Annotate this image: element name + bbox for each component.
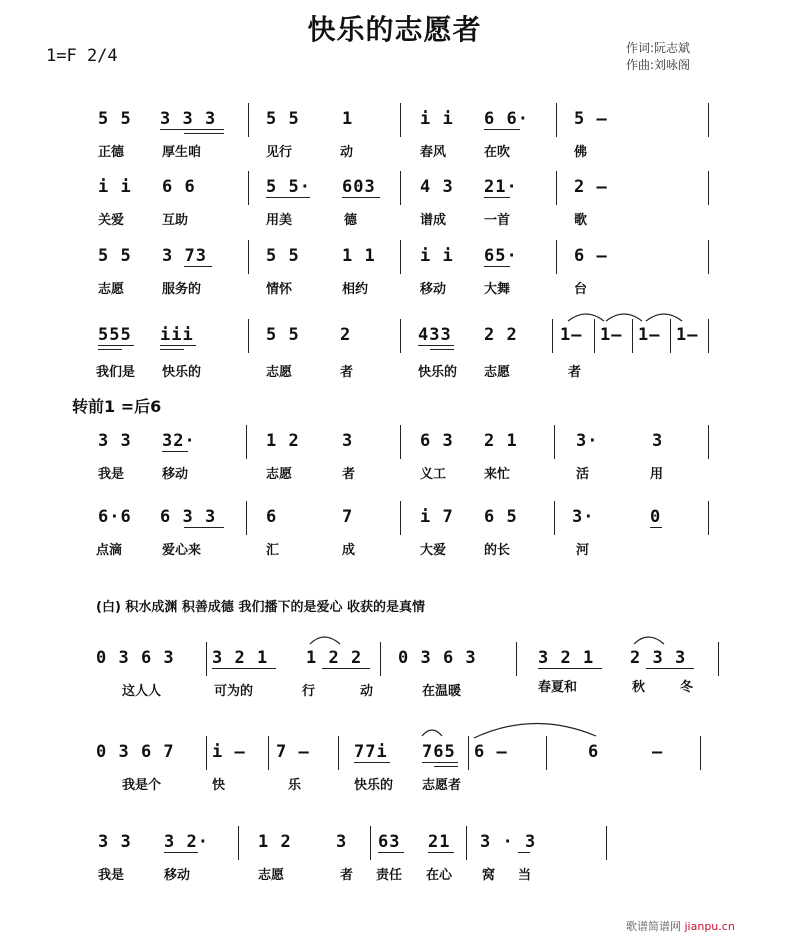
- lyric: 行: [302, 684, 316, 699]
- barline: [246, 425, 247, 459]
- lyric: 者: [340, 868, 354, 883]
- lyric: 我是: [98, 467, 125, 482]
- note-group: i i: [420, 109, 454, 129]
- note-group: 3 3 3: [160, 109, 217, 129]
- lyrics-line: [0, 539, 789, 561]
- lyric: 相约: [342, 282, 369, 297]
- lyrics-line: [0, 680, 789, 702]
- lyric: 爱心来: [162, 543, 202, 558]
- lyric: 志愿: [266, 467, 293, 482]
- barline: [238, 826, 239, 860]
- lyric: 我是个: [122, 778, 162, 793]
- modulation-note: 转前1 =后6: [72, 397, 162, 416]
- lyric: 台: [574, 282, 588, 297]
- site-watermark: [626, 918, 735, 934]
- note-group: 4 3: [420, 177, 454, 197]
- tie-icon: [420, 724, 444, 738]
- lyric: 在心: [426, 868, 453, 883]
- note-group: 6: [588, 742, 600, 762]
- barline: [380, 642, 381, 676]
- barline: [708, 425, 709, 459]
- note-group: 0 3 6 7: [96, 742, 175, 762]
- note-group: i 7: [420, 507, 454, 527]
- lyric: 志愿: [266, 365, 293, 380]
- lyric: 移动: [420, 282, 447, 297]
- note-group: 3·: [576, 431, 599, 451]
- lyric: 动: [340, 145, 354, 160]
- lyric: 当: [518, 868, 532, 883]
- note-group: 1–: [638, 325, 661, 345]
- lyric: 这人人: [122, 684, 162, 699]
- barline: [400, 240, 401, 274]
- note-group: 1–: [676, 325, 699, 345]
- note-group: 1 2 2: [306, 648, 363, 668]
- note-group: 7: [342, 507, 354, 527]
- note-group: 603: [342, 177, 376, 197]
- barline: [708, 501, 709, 535]
- lyric: 汇: [266, 543, 280, 558]
- credits: [626, 40, 690, 74]
- barline: [248, 240, 249, 274]
- barline: [370, 826, 371, 860]
- barline: [546, 736, 547, 770]
- note-group: 77i: [354, 742, 388, 762]
- lyric: 者: [340, 365, 354, 380]
- note-group: 765: [422, 742, 456, 762]
- note-group: i –: [212, 742, 246, 762]
- barline: [554, 425, 555, 459]
- lyric: 大爱: [420, 543, 447, 558]
- lyric: 在吹: [484, 145, 511, 160]
- note-group: 6 5: [484, 507, 518, 527]
- note-group: 6 –: [474, 742, 508, 762]
- barline: [248, 319, 249, 353]
- lyrics-line: [0, 141, 789, 163]
- lyric: 者: [342, 467, 356, 482]
- note-group: 5 5: [98, 109, 132, 129]
- lyric: 移动: [162, 467, 189, 482]
- lyric: 快乐的: [418, 365, 458, 380]
- note-group: 63: [378, 832, 401, 852]
- lyric: 志愿: [258, 868, 285, 883]
- barline: [708, 240, 709, 274]
- barline: [400, 103, 401, 137]
- staff-5: [0, 429, 789, 509]
- lyric: 动: [360, 684, 374, 699]
- barline: [206, 736, 207, 770]
- lyric: 佛: [574, 145, 588, 160]
- barline: [632, 319, 633, 353]
- lyric: 德: [344, 213, 358, 228]
- barline: [708, 103, 709, 137]
- barline: [466, 826, 467, 860]
- lyric: 我是: [98, 868, 125, 883]
- staff-4: [0, 323, 789, 403]
- tie-icon: [306, 632, 346, 646]
- lyric: 可为的: [214, 684, 254, 699]
- staff-9: [0, 830, 789, 910]
- barline: [248, 171, 249, 205]
- note-group: –: [652, 742, 664, 762]
- note-group: 65·: [484, 246, 518, 266]
- lyric: 见行: [266, 145, 293, 160]
- note-group: i i: [420, 246, 454, 266]
- note-group: 2 3 3: [630, 648, 687, 668]
- note-group: 2 1: [484, 431, 518, 451]
- barline: [700, 736, 701, 770]
- lyric: 服务的: [162, 282, 202, 297]
- note-group: 6 3: [420, 431, 454, 451]
- staff-2: [0, 175, 789, 255]
- note-group: 3: [342, 431, 354, 451]
- barline: [268, 736, 269, 770]
- song-title: 快乐的志愿者: [307, 13, 482, 46]
- note-group: 32·: [162, 431, 196, 451]
- note-group: 21·: [484, 177, 518, 197]
- note-group: iii: [160, 325, 194, 345]
- note-group: 5 5: [98, 246, 132, 266]
- lyric: 河: [576, 543, 590, 558]
- barline: [246, 501, 247, 535]
- lyric: 春夏和: [538, 680, 578, 695]
- notes-line: [0, 830, 789, 860]
- lyric: 用美: [266, 213, 293, 228]
- note-group: 433: [418, 325, 452, 345]
- note-group: 1: [342, 109, 354, 129]
- notes-line: [0, 175, 789, 205]
- barline: [556, 171, 557, 205]
- note-group: 3 2·: [164, 832, 209, 852]
- lyric: 义工: [420, 467, 447, 482]
- note-group: 1 2: [266, 431, 300, 451]
- barline: [708, 319, 709, 353]
- lyrics-line: [0, 774, 789, 796]
- watermark-site: 歌谱简谱网: [626, 920, 681, 933]
- notes-line: [0, 429, 789, 459]
- lyrics-line: [0, 278, 789, 300]
- barline: [606, 826, 607, 860]
- note-group: 7 –: [276, 742, 310, 762]
- lyric: 志愿: [484, 365, 511, 380]
- barline: [718, 642, 719, 676]
- lyric: 窝: [482, 868, 496, 883]
- notes-line: [0, 646, 789, 676]
- notes-line: [0, 505, 789, 535]
- barline: [400, 501, 401, 535]
- note-group: 6: [266, 507, 278, 527]
- barline: [400, 171, 401, 205]
- note-group: i i: [98, 177, 132, 197]
- note-group: 6 6: [162, 177, 196, 197]
- note-group: 3 2 1: [538, 648, 595, 668]
- lyrics-line: [0, 463, 789, 485]
- key-signature: 1=F 2/4: [46, 46, 118, 66]
- lyric: 春风: [420, 145, 447, 160]
- note-group: 6 3 3: [160, 507, 217, 527]
- note-group: 6 –: [574, 246, 608, 266]
- lyric: 正德: [98, 145, 125, 160]
- lyric: 的长: [484, 543, 511, 558]
- lyric: 情怀: [266, 282, 293, 297]
- note-group: 555: [98, 325, 132, 345]
- lyric: 厚生咱: [162, 145, 202, 160]
- lyric: 快: [212, 778, 226, 793]
- spoken-dialogue: (白) 积水成渊 积善成德 我们播下的是爱心 收获的是真情: [96, 600, 425, 615]
- note-group: 3·: [572, 507, 595, 527]
- note-group: 3 · 3: [480, 832, 537, 852]
- lyric: 我们是: [96, 365, 136, 380]
- lyric: 来忙: [484, 467, 511, 482]
- note-group: 6·6: [98, 507, 132, 527]
- barline: [400, 425, 401, 459]
- lyric: 责任: [376, 868, 403, 883]
- note-group: 5 5·: [266, 177, 311, 197]
- barline: [400, 319, 401, 353]
- barline: [554, 501, 555, 535]
- tie-icon: [470, 716, 600, 740]
- lyric: 者: [568, 365, 582, 380]
- watermark-domain: jianpu.cn: [684, 920, 735, 933]
- lyric: 活: [576, 467, 590, 482]
- note-group: 2 –: [574, 177, 608, 197]
- lyric: 冬: [680, 680, 694, 695]
- barline: [556, 103, 557, 137]
- lyric: 互助: [162, 213, 189, 228]
- composer-credit: 作曲:刘咏阁: [626, 58, 691, 72]
- staff-7: [0, 646, 789, 726]
- note-group: 5 –: [574, 109, 608, 129]
- note-group: 6 6·: [484, 109, 529, 129]
- lyric: 秋: [632, 680, 646, 695]
- note-group: 0 3 6 3: [398, 648, 477, 668]
- lyric: 点滴: [96, 543, 123, 558]
- barline: [594, 319, 595, 353]
- lyric: 志愿: [98, 282, 125, 297]
- lyric: 大舞: [484, 282, 511, 297]
- staff-8: [0, 740, 789, 820]
- lyrics-line: [0, 361, 789, 383]
- barline: [206, 642, 207, 676]
- tie-icon: [630, 632, 670, 646]
- note-group: 1–: [560, 325, 583, 345]
- lyric: 成: [342, 543, 356, 558]
- notes-line: [0, 323, 789, 353]
- lyricist-credit: 作词:阮志斌: [626, 41, 691, 55]
- note-group: 0 3 6 3: [96, 648, 175, 668]
- lyric: 用: [650, 467, 664, 482]
- lyric: 一首: [484, 213, 511, 228]
- lyric: 快乐的: [162, 365, 202, 380]
- barline: [552, 319, 553, 353]
- staff-6: [0, 505, 789, 585]
- barline: [708, 171, 709, 205]
- note-group: 3 2 1: [212, 648, 269, 668]
- barline: [468, 736, 469, 770]
- note-group: 3: [652, 431, 664, 451]
- notes-line: [0, 244, 789, 274]
- lyric: 关爱: [98, 213, 125, 228]
- lyric: 乐: [288, 778, 302, 793]
- note-group: 21: [428, 832, 451, 852]
- note-group: 5 5: [266, 109, 300, 129]
- note-group: 3: [336, 832, 348, 852]
- note-group: 3 73: [162, 246, 207, 266]
- lyrics-line: [0, 864, 789, 886]
- notes-line: [0, 740, 789, 770]
- note-group: 0: [650, 507, 662, 527]
- barline: [248, 103, 249, 137]
- note-group: 3 3: [98, 832, 132, 852]
- note-group: 5 5: [266, 325, 300, 345]
- notes-line: [0, 107, 789, 137]
- lyrics-line: [0, 209, 789, 231]
- lyric: 歌: [574, 213, 588, 228]
- barline: [516, 642, 517, 676]
- lyric: 谱成: [420, 213, 447, 228]
- lyric: 移动: [164, 868, 191, 883]
- lyric: 快乐的: [354, 778, 394, 793]
- tie-icon: [566, 309, 706, 323]
- barline: [556, 240, 557, 274]
- note-group: 1 1: [342, 246, 376, 266]
- note-group: 1–: [600, 325, 623, 345]
- note-group: 5 5: [266, 246, 300, 266]
- note-group: 2 2: [484, 325, 518, 345]
- note-group: 1 2: [258, 832, 292, 852]
- note-group: 2: [340, 325, 352, 345]
- lyric: 志愿者: [422, 778, 462, 793]
- lyric: 在温暖: [422, 684, 462, 699]
- note-group: 3 3: [98, 431, 132, 451]
- barline: [670, 319, 671, 353]
- barline: [338, 736, 339, 770]
